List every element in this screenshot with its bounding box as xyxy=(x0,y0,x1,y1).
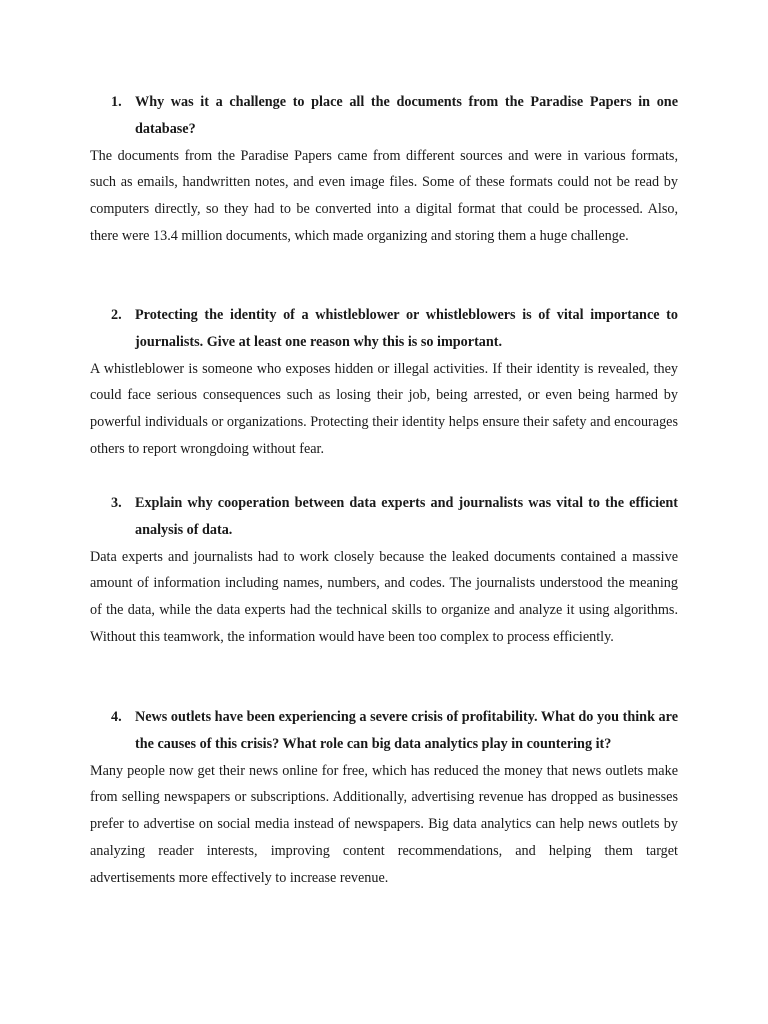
question-block-4 xyxy=(90,704,678,892)
question-text: Explain why cooperation between data experts and journalists was vital to the efficient analysis of data. xyxy=(135,495,678,538)
question-number: 4. xyxy=(111,709,122,725)
question-text: Protecting the identity of a whistleblower or whistleblowers is of vital importance to journalists. Give at least one reason why this is so important. xyxy=(135,307,678,350)
question-number: 3. xyxy=(111,495,122,511)
answer-1: The documents from the Paradise Papers came from different sources and were in various formats, such as emails, handwritten notes, and even image files. Some of these formats could not be read by computers directly, so they had to be converted into a digital format that could be processed. Also, there were 13.4 million documents, which made organizing and storing them a huge challenge. xyxy=(90,147,678,244)
question-1 xyxy=(111,89,678,143)
question-text: Why was it a challenge to place all the documents from the Paradise Papers in one database? xyxy=(135,94,678,137)
question-block-2 xyxy=(90,302,678,463)
question-4 xyxy=(111,704,678,758)
question-number: 1. xyxy=(111,94,122,110)
question-block-1 xyxy=(90,89,678,250)
answer-3: Data experts and journalists had to work closely because the leaked documents contained a massive amount of information including names, numbers, and codes. The journalists understood the meaning of the data, while the data experts had the technical skills to organize and analyze it using algorithms. Without this teamwork, the information would have been too complex to process efficiently. xyxy=(90,548,678,645)
answer-2: A whistleblower is someone who exposes hidden or illegal activities. If their identity is revealed, they could face serious consequences such as losing their job, being arrested, or even being harmed by powerful individuals or organizations. Protecting their identity helps ensure their safety and encourages others to report wrongdoing without fear. xyxy=(90,360,678,457)
question-block-3 xyxy=(90,490,678,651)
question-number: 2. xyxy=(111,307,122,323)
answer-4: Many people now get their news online for free, which has reduced the money that news outlets make from selling newspapers or subscriptions. Additionally, advertising revenue has dropped as businesses prefer to advertise on social media instead of newspapers. Big data analytics can help news outlets by analyzing reader interests, improving content recommendations, and helping them target advertisements more effectively to increase revenue. xyxy=(90,762,678,886)
question-3 xyxy=(111,490,678,544)
question-text: News outlets have been experiencing a severe crisis of profitability. What do you think are the causes of this crisis? What role can big data analytics play in countering it? xyxy=(135,709,678,752)
question-2 xyxy=(111,302,678,356)
